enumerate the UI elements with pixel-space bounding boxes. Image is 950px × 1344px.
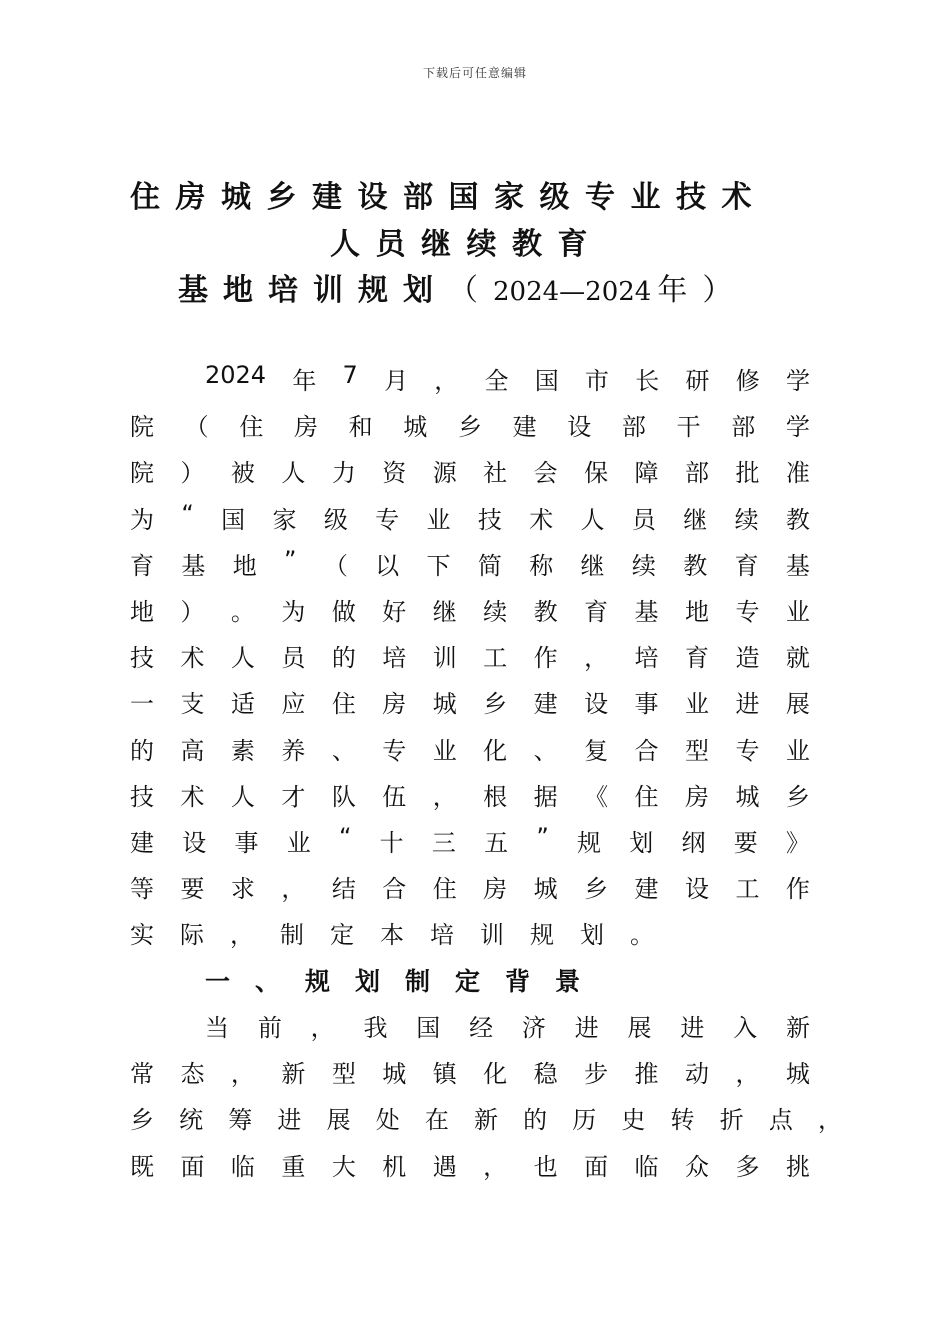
paragraph-line: 的 高 素 养 、 专 业 化 、 复 合 型 专 业	[130, 736, 810, 765]
paragraph-line: 技 术 人 才 队 伍 ， 根 据 《 住 房 城 乡	[130, 782, 810, 811]
paragraph-line: 院 ） 被 人 力 资 源 社 会 保 障 部 批 准	[130, 459, 810, 488]
title-years: 2024—2024	[493, 277, 652, 307]
paragraph-line: 2024 年 7 月 ， 全 国 市 长 研 修 学	[205, 361, 810, 395]
paragraph-line: 等 要 求 ， 结 合 住 房 城 乡 建 设 工 作	[130, 875, 810, 904]
title-line-1: 住房城乡建设部国家级专业技术	[130, 180, 767, 215]
title-close-paren: ）	[702, 273, 748, 308]
paragraph-line: 当 前 ， 我 国 经 济 进 展 进 入 新	[205, 1014, 810, 1042]
paragraph-line: 实 际 ， 制 定 本 培 训 规 划 。	[130, 921, 654, 950]
paragraph-line: 院 （ 住 房 和 城 乡 建 设 部 干 部 学	[130, 413, 810, 442]
section-heading-1: 一、规划制定背景	[205, 967, 606, 996]
paragraph-line: 既 面 临 重 大 机 遇 ， 也 面 临 众 多 挑	[130, 1152, 810, 1181]
paragraph-line: 建 设 事 业 “ 十 三 五 ” 规 划 纲 要 》	[130, 823, 810, 857]
title-year-char: 年	[657, 273, 703, 308]
paragraph-line: 地 ） 。 为 做 好 继 续 教 育 基 地 专 业	[130, 598, 810, 626]
paragraph-line: 一 支 适 应 住 房 城 乡 建 设 事 业 进 展	[130, 690, 810, 719]
title-open-paren: （	[448, 273, 493, 308]
paragraph-line: 为 “ 国 家 级 专 业 技 术 人 员 继 续 教	[130, 499, 810, 534]
paragraph-line: 乡 统 筹 进 展 处 在 新 的 历 史 转 折 点 ，	[130, 1106, 842, 1135]
paragraph-line: 常 态 ， 新 型 城 镇 化 稳 步 推 动 ， 城	[130, 1060, 810, 1089]
title-line-3	[178, 265, 868, 309]
paragraph-line: 育 基 地 ” （ 以 下 简 称 继 续 教 育 基	[130, 545, 810, 580]
title-line-3-prefix: 基地培训规划	[178, 273, 448, 308]
title-line-2: 人员继续教育	[330, 227, 603, 262]
header-note: 下载后可任意编辑	[422, 66, 527, 80]
paragraph-line: 技 术 人 员 的 培 训 工 作 ， 培 育 造 就	[130, 644, 810, 673]
